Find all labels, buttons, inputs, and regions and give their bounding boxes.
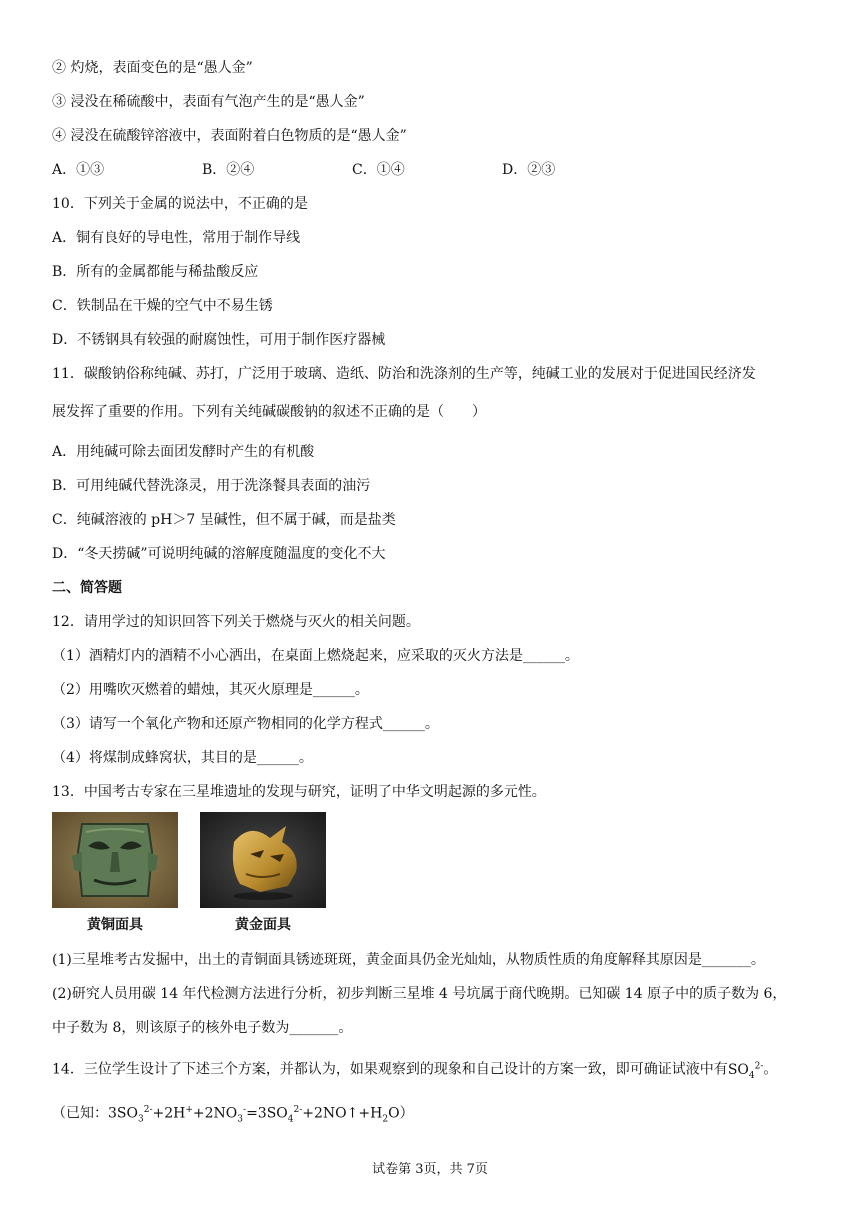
q12-part1: （1）酒精灯内的酒精不小心洒出，在桌面上燃烧起来，应采取的灭火方法是______。 [52, 648, 579, 664]
q13-stem: 13．中国考古专家在三星堆遗址的发现与研究，证明了中华文明起源的多元性。 [52, 784, 546, 800]
q9-option-d[interactable]: D．②③ [502, 162, 556, 178]
q9-item4: ④ 浸没在硫酸锌溶液中，表面附着白色物质的是“愚人金” [52, 128, 407, 144]
q9-item2: ② 灼烧，表面变色的是“愚人金” [52, 60, 253, 76]
gold-mask-figure [200, 812, 326, 933]
q11-option-a[interactable]: A．用纯碱可除去面团发酵时产生的有机酸 [52, 444, 315, 460]
q12-stem: 12．请用学过的知识回答下列关于燃烧与灭火的相关问题。 [52, 614, 420, 630]
q10-option-a[interactable]: A．铜有良好的导电性，常用于制作导线 [52, 230, 301, 246]
q13-part2-line2: 中子数为 8，则该原子的核外电子数为_______。 [52, 1020, 353, 1036]
q11-stem-line1: 11．碳酸钠俗称纯碱、苏打，广泛用于玻璃、造纸、防治和洗涤剂的生产等，纯碱工业的发展对于促进国民经济发 [52, 366, 756, 382]
q13-part1: (1)三星堆考古发掘中，出土的青铜面具锈迹斑斑，黄金面具仍金光灿灿，从物质性质的角度解释其原因是_______。 [52, 952, 765, 968]
q14-known-equation: （已知：$3SO_3^{2-}+2H^++2NO_3^-=3SO_4^{2-}+2NO↑+H_2O$） [52, 1105, 414, 1125]
q9-option-b[interactable]: B．②④ [202, 162, 255, 178]
q9-item3: ③ 浸没在稀硫酸中，表面有气泡产生的是“愚人金” [52, 94, 365, 110]
q12-part3: （3）请写一个氧化产物和还原产物相同的化学方程式______。 [52, 716, 439, 732]
q11-option-b[interactable]: B．可用纯碱代替洗涤灵，用于洗涤餐具表面的油污 [52, 478, 371, 494]
q14-stem-text: 14．三位学生设计了下述三个方案，并都认为，如果观察到的现象和自己设计的方案一致，即可确证试液中有 [52, 1061, 728, 1078]
section-heading: 二、简答题 [52, 580, 122, 596]
gold-mask-image [200, 812, 326, 908]
bronze-mask-caption: 黄铜面具 [87, 917, 143, 933]
q13-part2-line1: (2)研究人员用碳 14 年代检测方法进行分析，初步判断三星堆 4 号坑属于商代晚期。已知碳 14 原子中的质子数为 6， [52, 986, 787, 1002]
q10-option-c[interactable]: C．铁制品在干燥的空气中不易生锈 [52, 298, 273, 314]
gold-mask-caption: 黄金面具 [235, 917, 291, 933]
q11-option-c[interactable]: C．纯碱溶液的 pH＞7 呈碱性，但不属于碱，而是盐类 [52, 512, 396, 528]
q10-stem: 10．下列关于金属的说法中，不正确的是 [52, 196, 308, 212]
q11-stem-line2: 展发挥了重要的作用。下列有关纯碱碳酸钠的叙述不正确的是（ ） [52, 404, 486, 420]
q9-options [52, 160, 812, 180]
sulfate-ion: $SO_4^{2-}$ [727, 1061, 764, 1081]
q14-stem: 14．三位学生设计了下述三个方案，并都认为，如果观察到的现象和自己设计的方案一致，即可确证试液中有$SO_4^{2-}$。 [52, 1061, 778, 1081]
bronze-mask-figure [52, 812, 178, 933]
q10-option-b[interactable]: B．所有的金属都能与稀盐酸反应 [52, 264, 259, 280]
q10-option-d[interactable]: D．不锈钢具有较强的耐腐蚀性，可用于制作医疗器械 [52, 332, 386, 348]
q11-option-d[interactable]: D．“冬天捞碱”可说明纯碱的溶解度随温度的变化不大 [52, 546, 386, 562]
q12-part4: （4）将煤制成蜂窝状，其目的是______。 [52, 750, 313, 766]
page-footer: 试卷第 3页，共 7页 [372, 1162, 488, 1177]
q12-part2: （2）用嘴吹灭燃着的蜡烛，其灭火原理是______。 [52, 682, 369, 698]
q9-option-a[interactable]: A．①③ [52, 162, 105, 178]
bronze-mask-image [52, 812, 178, 908]
q9-option-c[interactable]: C．①④ [352, 162, 405, 178]
